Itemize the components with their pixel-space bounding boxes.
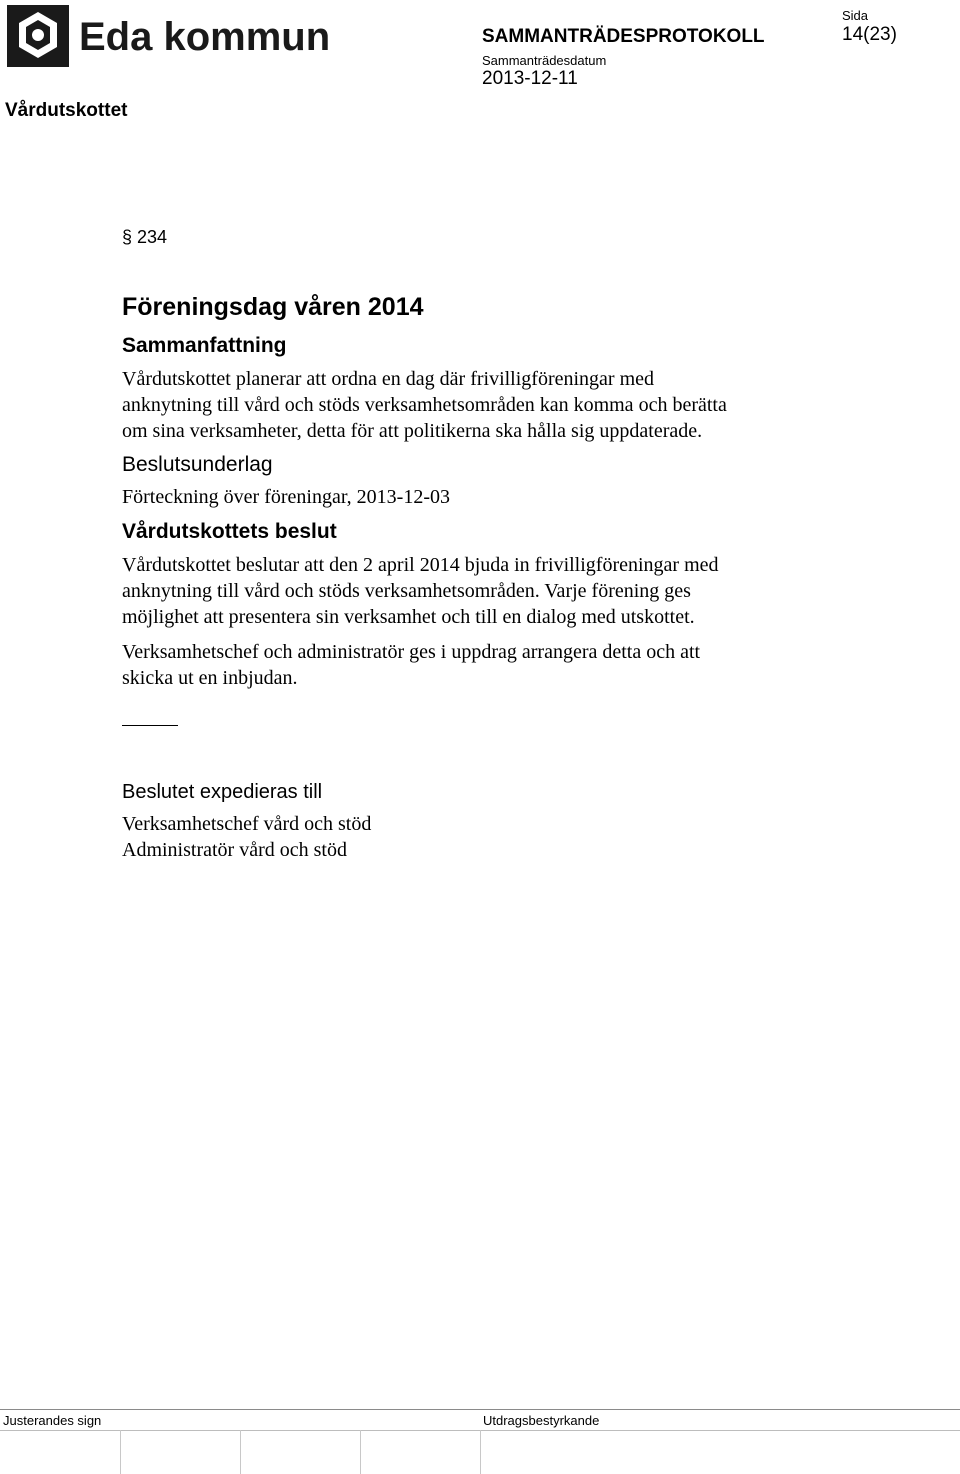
meeting-date-value: 2013-12-11 (482, 68, 578, 89)
dispatch-heading: Beslutet expedieras till (122, 781, 323, 803)
basis-heading: Beslutsunderlag (122, 453, 273, 476)
text-line: möjlighet att presentera sin verksamhet och till en dialog med utskottet. (122, 606, 695, 628)
signature-cell-divider (120, 1430, 121, 1474)
signature-cell-divider (240, 1430, 241, 1474)
page-number: 14(23) (842, 24, 897, 45)
text-line: om sina verksamheter, detta för att politikerna ska hålla sig uppdaterade. (122, 420, 703, 442)
text-line: skicka ut en inbjudan. (122, 667, 298, 689)
summary-text (122, 366, 727, 444)
separator-line (122, 725, 178, 726)
protocol-title: SAMMANTRÄDESPROTOKOLL (482, 26, 765, 47)
committee-name: Vårdutskottet (5, 100, 128, 121)
list-item: Verksamhetschef vård och stöd (122, 813, 372, 835)
eda-kommun-logo (5, 3, 331, 69)
page-label: Sida (842, 8, 869, 23)
text-line: anknytning till vård och stöds verksamhetsområden kan komma och berätta (122, 394, 727, 416)
list-item: Administratör vård och stöd (122, 839, 347, 861)
decision-text (122, 552, 719, 630)
decision-heading: Vårdutskottets beslut (122, 520, 337, 543)
dispatch-list (122, 811, 371, 863)
assignment-text (122, 639, 700, 691)
logo-wordmark: Eda kommun (79, 15, 331, 59)
text-line: Vårdutskottet planerar att ordna en dag där frivilligföreningar med (122, 368, 655, 390)
certification-label: Utdragsbestyrkande (483, 1413, 600, 1428)
text-line: Vårdutskottet beslutar att den 2 april 2014 bjuda in frivilligföreningar med (122, 554, 719, 576)
signature-cell-divider (360, 1430, 361, 1474)
fortress-emblem-icon (7, 5, 69, 67)
meeting-date-label: Sammanträdesdatum (482, 53, 607, 68)
footer-rule (0, 1409, 960, 1410)
basis-text: Förteckning över föreningar, 2013-12-03 (122, 486, 450, 508)
signature-cell-divider (480, 1430, 481, 1474)
summary-heading: Sammanfattning (122, 334, 287, 357)
text-line: Verksamhetschef och administratör ges i uppdrag arrangera detta och att (122, 641, 701, 663)
paragraph-number: § 234 (122, 227, 168, 247)
signature-label: Justerandes sign (3, 1413, 102, 1428)
text-line: anknytning till vård och stöds verksamhetsområden. Varje förening ges (122, 580, 691, 602)
item-title: Föreningsdag våren 2014 (122, 293, 424, 321)
